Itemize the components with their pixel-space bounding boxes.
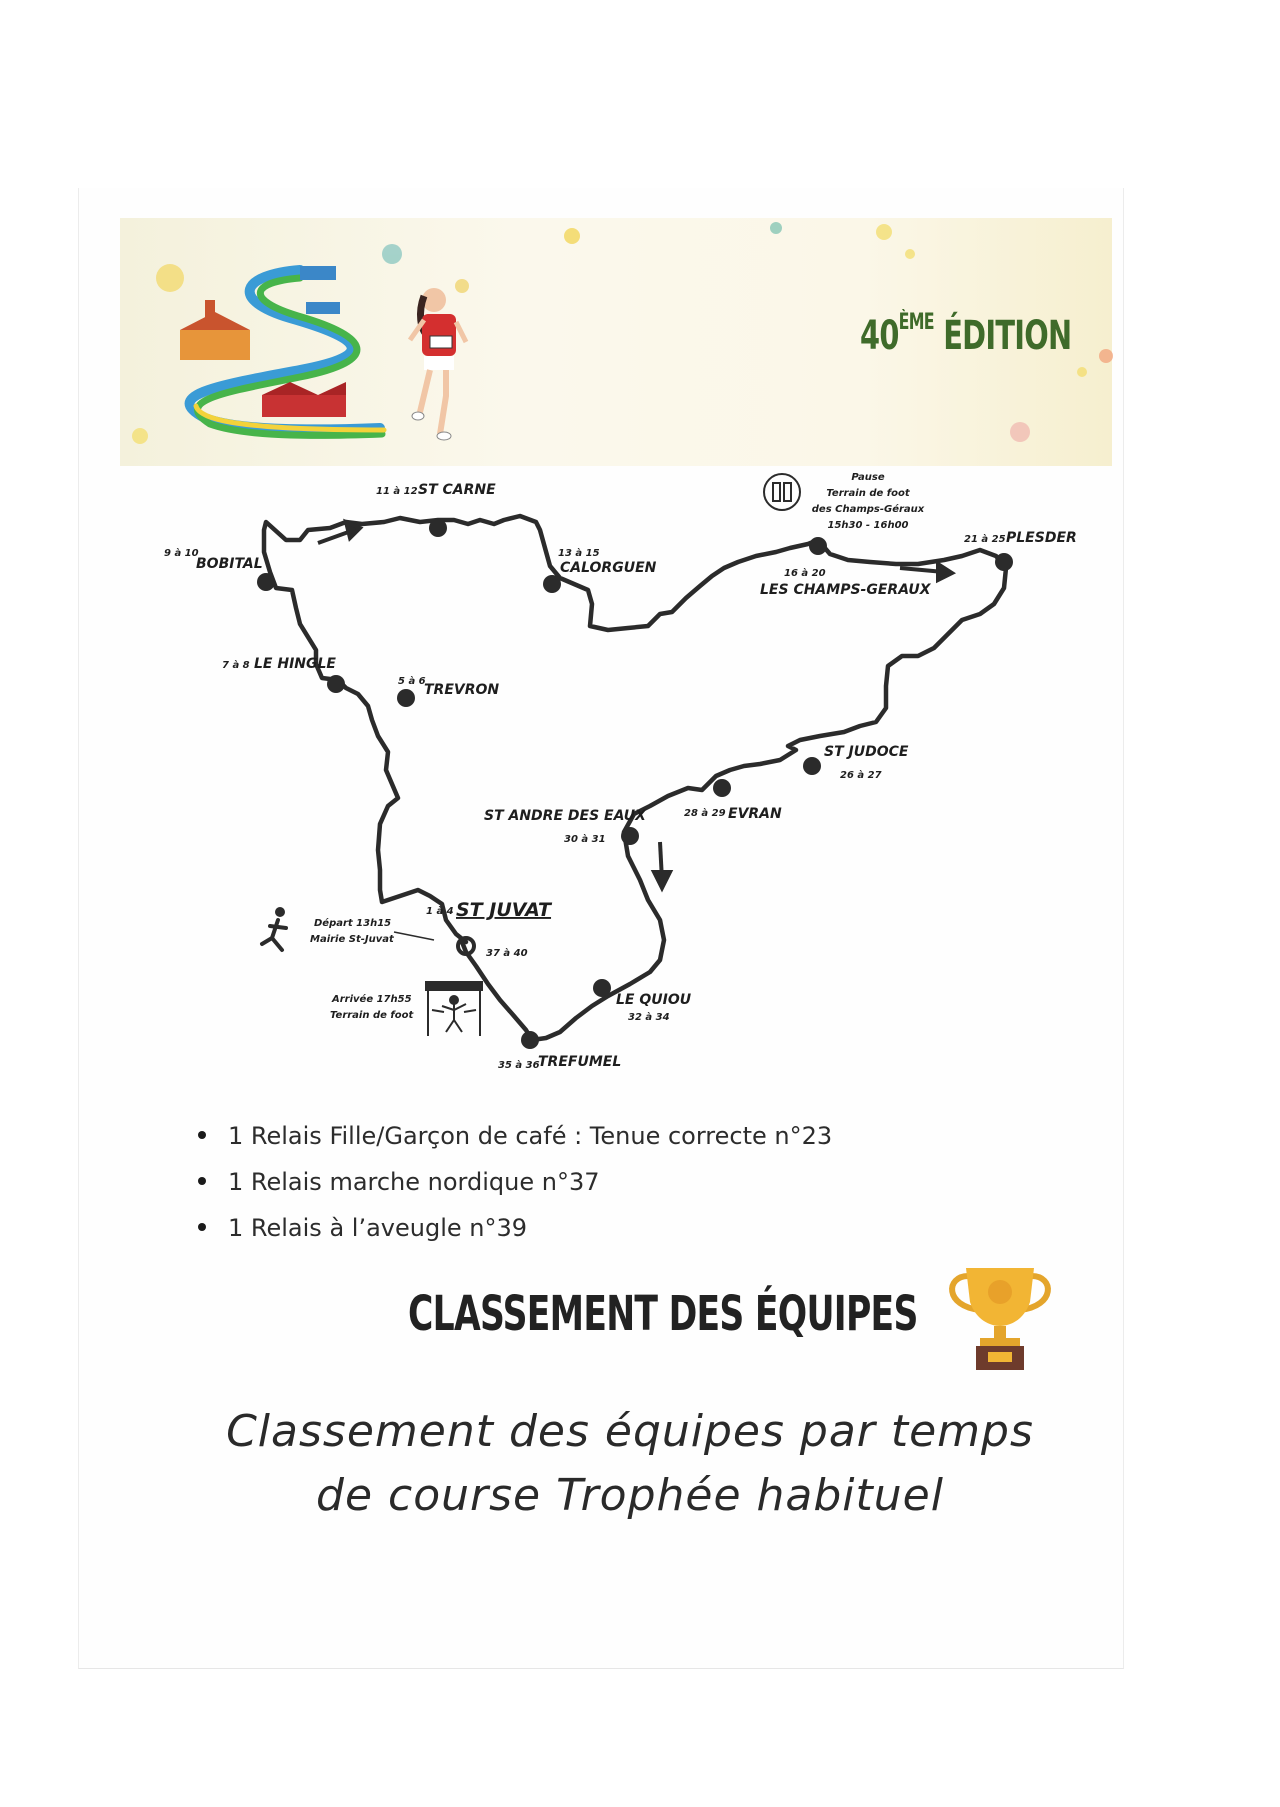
relay-point-le-hingle: [327, 675, 345, 693]
relay-point-trevron: [397, 689, 415, 707]
bullet-text: 1 Relais marche nordique n°37: [228, 1168, 600, 1196]
relay-range-calorguen: 13 à 15: [558, 548, 600, 559]
depart-info: [262, 907, 434, 950]
place-name-st-juvat: ST JUVAT: [456, 899, 552, 921]
place-name-st-carne: ST CARNE: [418, 482, 496, 498]
relay-range-st-juvat: 1 à 4: [426, 906, 454, 917]
runner-icon: [262, 907, 286, 950]
relay-range-champs-geraux: 16 à 20: [784, 568, 826, 579]
list-item: [198, 1168, 600, 1196]
relay-point-evran: [713, 779, 731, 797]
relay-point-trefumel: [521, 1031, 539, 1049]
bullet-text: 1 Relais Fille/Garçon de café : Tenue correcte n°23: [228, 1122, 833, 1150]
relay-point-le-quiou: [593, 979, 611, 997]
relay-range-trevron: 5 à 6: [398, 676, 426, 687]
pause-line-1: Terrain de foot: [826, 488, 910, 499]
relay-point-calorguen: [543, 575, 561, 593]
relay-point-st-andre: [621, 827, 639, 845]
place-name-bobital: BOBITAL: [196, 556, 263, 572]
place-name-plesder: PLESDER: [1006, 530, 1077, 546]
place-name-trevron: TREVRON: [424, 682, 500, 698]
relay-point-champs-geraux: [809, 537, 827, 555]
pause-info: [764, 472, 925, 531]
ranking-subtitle-line-2: de course Trophée habituel: [316, 1470, 944, 1521]
relay-range-plesder: 21 à 25: [964, 534, 1006, 545]
depart-pointer: [394, 932, 434, 940]
relay-range-st-carne: 11 à 12: [376, 486, 418, 497]
ranking-title: CLASSEMENT DES ÉQUIPES: [408, 1286, 918, 1342]
bullet-dot: [198, 1131, 206, 1139]
place-name-trefumel: TREFUMEL: [538, 1054, 622, 1070]
relay-point-bobital: [257, 573, 275, 591]
relay-range-st-andre: 30 à 31: [564, 834, 606, 845]
pause-line-2: des Champs-Géraux: [811, 504, 925, 515]
arrivee-line-2: Terrain de foot: [330, 1010, 414, 1021]
place-name-st-andre: ST ANDRE DES EAUX: [484, 808, 646, 824]
race-route: [264, 500, 1010, 1040]
pause-title: Pause: [851, 472, 885, 483]
bullet-dot: [198, 1223, 206, 1231]
relay-range-le-hingle: 7 à 8: [222, 660, 250, 671]
list-item: [198, 1214, 527, 1242]
depart-line-2: Mairie St-Juvat: [310, 934, 394, 945]
place-name-calorguen: CALORGUEN: [560, 560, 657, 576]
arrivee-info: [330, 982, 482, 1036]
relay-range-st-judoce: 26 à 27: [840, 770, 882, 781]
relay-point-st-judoce: [803, 757, 821, 775]
bullet-text: 1 Relais à l’aveugle n°39: [228, 1214, 528, 1242]
edition-word: ÉDITION: [943, 313, 1072, 359]
relay-range-evran: 28 à 29: [684, 808, 726, 819]
relay-range-trefumel: 35 à 36: [498, 1060, 540, 1071]
depart-line-1: Départ 13h15: [314, 918, 392, 929]
edition-number: 40: [860, 313, 899, 359]
ranking-subtitle-line-1: Classement des équipes par temps: [226, 1406, 1034, 1457]
bullet-dot: [198, 1177, 206, 1185]
relay-range-bobital: 9 à 10: [164, 548, 199, 559]
finish-line-icon: [426, 982, 482, 1036]
place-name-evran: EVRAN: [728, 806, 782, 822]
relay-point-st-carne: [429, 519, 447, 537]
place-name-champs-geraux: LES CHAMPS-GERAUX: [760, 582, 931, 598]
edition-suffix: ÈME: [898, 310, 934, 335]
arrivee-line-1: Arrivée 17h55: [332, 994, 412, 1005]
place-name-le-hingle: LE HINGLE: [254, 656, 336, 672]
relay-point-plesder: [995, 553, 1013, 571]
relay-range-le-quiou: 32 à 34: [628, 1012, 670, 1023]
place-name-st-judoce: ST JUDOCE: [824, 744, 909, 760]
place-name-le-quiou: LE QUIOU: [616, 992, 692, 1008]
pause-time: 15h30 - 16h00: [827, 520, 909, 531]
relay-range-arrivee: 37 à 40: [486, 948, 528, 959]
toilet-icon: [764, 474, 800, 510]
list-item: [198, 1122, 832, 1150]
